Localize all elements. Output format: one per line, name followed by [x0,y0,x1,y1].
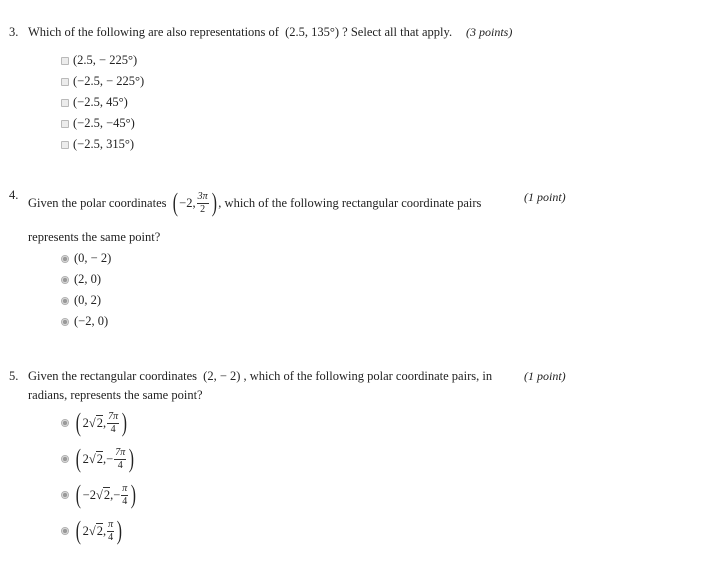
option-math: ( 2 √2 , $\frac{\pi}{4}$ ) [75,516,123,545]
radio-button[interactable] [61,419,69,427]
radio-button[interactable] [61,318,69,326]
coef: 2 [82,523,89,538]
option-label: (−2.5, 315°) [73,137,134,151]
fraction [114,447,126,471]
q4-option-3[interactable] [61,293,101,308]
radicand: 2 [96,523,104,538]
option-label: (−2.5, 45°) [73,95,128,109]
option-math: ( 2 √2 , $\frac{7\pi}{4}$ ) [75,408,128,437]
frac-denominator: 4 [117,459,123,471]
radio-button[interactable] [61,297,69,305]
option-label: (2.5, − 225°) [73,53,138,67]
sqrt: √2 [88,451,104,466]
checkbox[interactable] [61,120,69,128]
q4-text-line2: represents the same point? [28,230,161,244]
sign: − [113,487,121,502]
radicand: 2 [96,415,104,430]
radicand: 2 [103,487,111,502]
option-math: ( −2 √2 , − $\frac{\pi}{4}$ ) [75,480,137,509]
frac-numerator: π [122,483,128,494]
fraction [121,483,128,507]
radio-button[interactable] [61,276,69,284]
frac-denominator: 4 [122,495,128,507]
option-label: (2, 0) [74,272,102,286]
q3-option-4[interactable] [61,116,135,131]
q3-point: (2.5, 135°) [285,25,340,39]
frac-numerator: 3π [197,191,208,202]
coef: −2 [82,487,96,502]
checkbox[interactable] [61,99,69,107]
radio-button[interactable] [61,455,69,463]
q3-option-2[interactable] [61,74,144,89]
frac-numerator: π [108,519,114,530]
q3-option-1[interactable] [61,53,137,68]
option-label: (0, − 2) [74,251,112,265]
separator: , [103,415,107,430]
separator: , [103,523,107,538]
q5-option-2[interactable] [61,446,136,472]
sign: − [106,451,114,466]
radio-button[interactable] [61,255,69,263]
q5-option-1[interactable] [61,410,129,436]
q5-text-line2: radians, represents the same point? [28,388,203,402]
q4-points: (1 point) [524,190,566,204]
q4-option-1[interactable] [61,251,111,266]
option-label: (−2.5, −45°) [73,116,135,130]
q4-option-4[interactable] [61,314,108,329]
q3-number: 3. [9,25,19,39]
coef: 2 [82,451,89,466]
option-math: ( 2 √2 , − $\frac{7\pi}{4}$ ) [75,444,135,473]
sqrt: √2 [95,487,111,502]
q4-prompt [28,190,481,216]
q4-fraction [197,191,209,215]
radicand: 2 [96,451,104,466]
sqrt: √2 [88,523,104,538]
q5-number: 5. [9,369,19,383]
checkbox[interactable] [61,141,69,149]
q4-option-2[interactable] [61,272,101,287]
option-label: (−2, 0) [74,314,109,328]
frac-numerator: 7π [108,411,119,422]
fraction [107,519,114,543]
q3-text: Which of the following are also representations of [28,25,279,39]
checkbox[interactable] [61,78,69,86]
coef: 2 [82,415,89,430]
q4-coord-prefix: −2, [179,195,196,210]
separator: , [103,451,107,466]
option-label: (0, 2) [74,293,102,307]
sqrt: √2 [88,415,104,430]
q5-tail: , which of the following polar coordinate pairs, in [243,369,493,383]
q5-option-3[interactable] [61,482,138,508]
option-label: (−2.5, − 225°) [73,74,145,88]
fraction [107,411,119,435]
radio-button[interactable] [61,491,69,499]
q4-text-after: , which of the following rectangular coordinate pairs [218,195,482,210]
q5-points: (1 point) [524,369,566,383]
q4-text-before: Given the polar coordinates [28,195,167,210]
q5-text: Given the rectangular coordinates [28,369,198,383]
q3-points: (3 points) [466,25,513,39]
frac-denominator: 2 [200,203,206,215]
q3-option-5[interactable] [61,137,134,152]
q3-option-3[interactable] [61,95,128,110]
frac-denominator: 4 [110,423,116,435]
separator: , [110,487,114,502]
q3-prompt [28,25,452,40]
q3-tail: ? Select all that apply. [342,25,453,39]
q5-point: (2, − 2) [203,369,241,383]
q5-option-4[interactable] [61,518,124,544]
q4-number: 4. [9,188,19,202]
frac-numerator: 7π [115,447,126,458]
radio-button[interactable] [61,527,69,535]
q4-polar-coord: ( −2, $\frac{3\pi}{2}$ ) [172,188,217,217]
q5-prompt [28,369,492,384]
frac-denominator: 4 [108,531,114,543]
checkbox[interactable] [61,57,69,65]
